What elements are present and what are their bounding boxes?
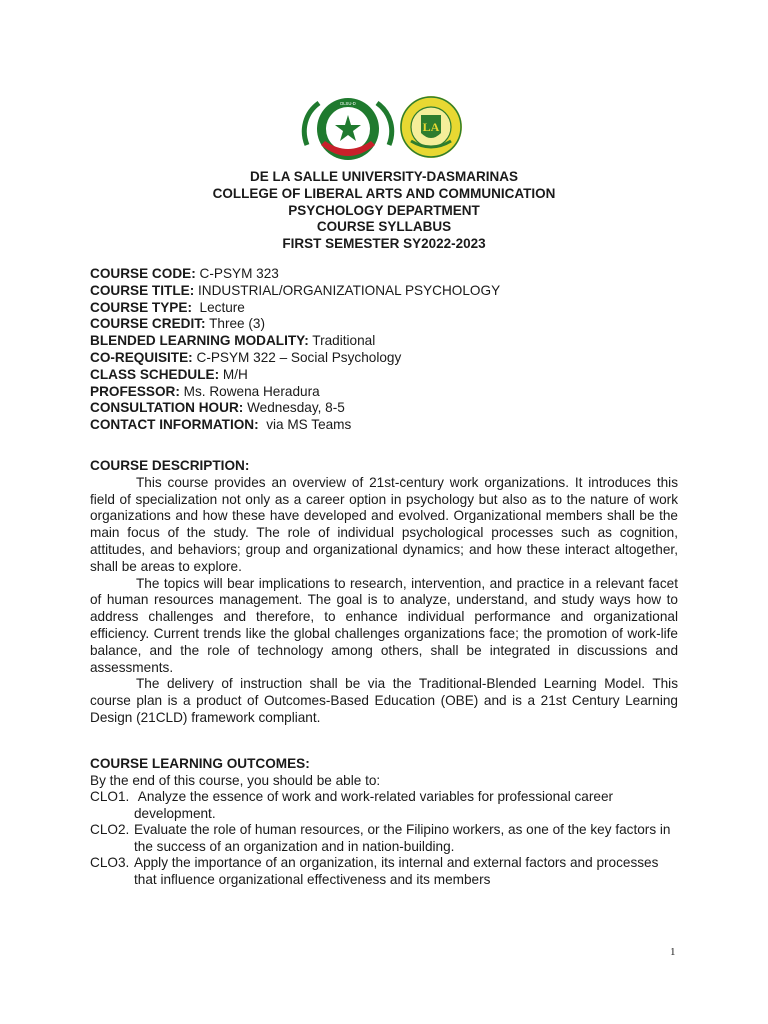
dlsu-seal-logo — [299, 95, 397, 167]
header-university: DE LA SALLE UNIVERSITY-DASMARINAS — [249, 169, 519, 184]
description-paragraph: The delivery of instruction shall be via the Traditional-Blended Learning Model. This course plan is a product of Outcomes-Based Education (OBE) and is a 21st Century Learning Design (21CLD) framework compliant. — [90, 676, 678, 725]
outcome-item — [90, 822, 678, 855]
course-description-section — [90, 458, 678, 727]
outcome-tag: CLO3. — [90, 855, 130, 870]
header-semester: FIRST SEMESTER SY2022-2023 — [282, 236, 486, 252]
svg-text:DLSU-D: DLSU-D — [340, 101, 356, 106]
learning-outcomes-intro: By the end of this course, you should be able to: — [90, 772, 381, 788]
info-course-code: COURSE CODE: C-PSYM 323 — [90, 266, 279, 281]
outcome-item — [90, 855, 678, 888]
info-course-title: COURSE TITLE: INDUSTRIAL/ORGANIZATIONAL PSYCHOLOGY — [90, 282, 501, 298]
info-consultation: CONSULTATION HOUR: Wednesday, 8-5 — [90, 400, 345, 416]
description-paragraph: This course provides an overview of 21st-century work organizations. It introduces this field of specialization not only as a career option in psychology but also as to the nature of work organizations and how these have developed and evolved. Organizational members shall be the main focus of the study. The role of individual psychological processes such as cognition, attitudes, and behaviors; group and organizational dynamics; and how these interact altogether, shall be areas to explore. — [90, 474, 678, 574]
header-college: COLLEGE OF LIBERAL ARTS AND COMMUNICATION — [212, 185, 556, 201]
outcome-text: Apply the importance of an organization, its internal and external factors and processes that influence organizational effectiveness and its members — [134, 855, 659, 887]
course-info-list — [90, 266, 690, 434]
info-modality: BLENDED LEARNING MODALITY: Traditional — [90, 333, 376, 349]
outcome-tag: CLO1. — [90, 789, 130, 804]
cla-seal-logo — [399, 95, 463, 159]
outcome-text: Analyze the essence of work and work-related variables for professional career development. — [134, 789, 617, 821]
info-course-credit: COURSE CREDIT: Three (3) — [90, 316, 265, 332]
header-department: PSYCHOLOGY DEPARTMENT — [288, 202, 480, 218]
logo-bar — [0, 95, 768, 167]
info-schedule: CLASS SCHEDULE: M/H — [90, 366, 248, 382]
learning-outcomes-section — [90, 756, 678, 888]
description-paragraph: The topics will bear implications to research, intervention, and practice in a relevant facet of human resources management. The goal is to analyze, understand, and study ways how to address challenges and therefore, to enhance individual performance and organizational efficiency. Current trends like the global challenges organizations face; the promotion of work-life balance, and the role of technology among others, shall be integrated in discussions and assessments. — [90, 575, 678, 675]
outcome-tag: CLO2. — [90, 822, 130, 837]
course-description-title: COURSE DESCRIPTION: — [90, 458, 250, 473]
header-doc-type: COURSE SYLLABUS — [316, 219, 452, 235]
svg-text:LA: LA — [422, 120, 440, 134]
outcome-text: Evaluate the role of human resources, or the Filipino workers, as one of the key factors in the success of an organization and in nation-building. — [134, 822, 671, 854]
page-number: 1 — [670, 946, 676, 958]
info-course-type: COURSE TYPE: Lecture — [90, 299, 245, 315]
outcome-item — [90, 789, 678, 822]
learning-outcomes-title: COURSE LEARNING OUTCOMES: — [90, 756, 310, 771]
document-header — [0, 169, 768, 253]
info-corequisite: CO-REQUISITE: C-PSYM 322 – Social Psychology — [90, 349, 402, 365]
info-contact: CONTACT INFORMATION: via MS Teams — [90, 417, 352, 433]
info-professor: PROFESSOR: Ms. Rowena Heradura — [90, 383, 320, 399]
